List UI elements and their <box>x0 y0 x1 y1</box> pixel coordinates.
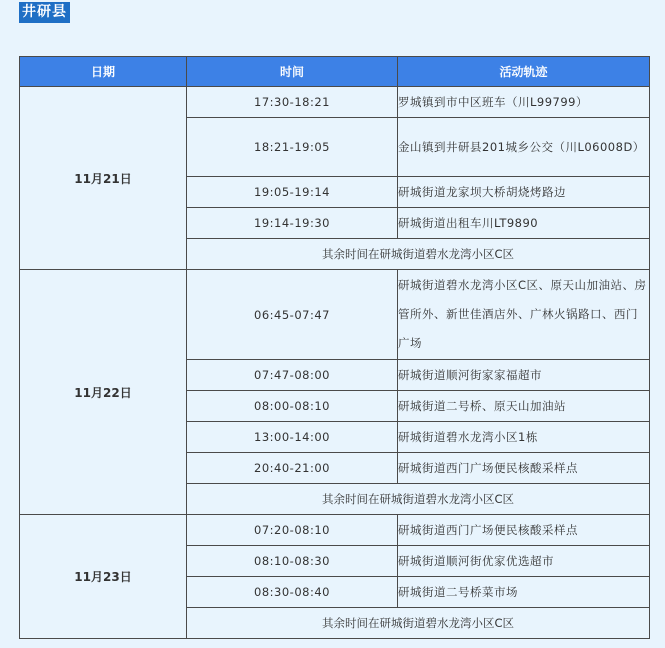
county-title: 井研县 <box>19 2 70 23</box>
activity-cell: 研城街道二号桥菜市场 <box>398 577 650 608</box>
time-cell: 19:05-19:14 <box>187 177 398 208</box>
time-cell: 07:47-08:00 <box>187 360 398 391</box>
time-cell: 08:10-08:30 <box>187 546 398 577</box>
table-row <box>20 270 650 360</box>
activity-cell: 研城街道顺河街优家优选超市 <box>398 546 650 577</box>
activity-cell: 研城街道二号桥、原天山加油站 <box>398 391 650 422</box>
activity-cell: 研城街道西门广场便民核酸采样点 <box>398 515 650 546</box>
activity-cell: 研城街道西门广场便民核酸采样点 <box>398 453 650 484</box>
activity-cell: 研城街道碧水龙湾小区1栋 <box>398 422 650 453</box>
time-cell: 06:45-07:47 <box>187 270 398 360</box>
table-row <box>20 87 650 118</box>
activity-cell: 罗城镇到市中区班车（川L99799） <box>398 87 650 118</box>
activity-cell: 研城街道龙家坝大桥胡烧烤路边 <box>398 177 650 208</box>
time-cell: 20:40-21:00 <box>187 453 398 484</box>
header-time: 时间 <box>187 57 398 87</box>
table-row <box>20 515 650 546</box>
header-activity: 活动轨迹 <box>398 57 650 87</box>
time-cell: 08:00-08:10 <box>187 391 398 422</box>
date-cell: 11月21日 <box>20 87 187 270</box>
date-cell: 11月23日 <box>20 515 187 639</box>
rest-cell: 其余时间在研城街道碧水龙湾小区C区 <box>187 608 650 639</box>
time-cell: 17:30-18:21 <box>187 87 398 118</box>
time-cell: 18:21-19:05 <box>187 118 398 177</box>
time-cell: 08:30-08:40 <box>187 577 398 608</box>
time-cell: 07:20-08:10 <box>187 515 398 546</box>
activity-track-table <box>19 56 650 639</box>
rest-cell: 其余时间在研城街道碧水龙湾小区C区 <box>187 239 650 270</box>
activity-cell: 研城街道出租车川LT9890 <box>398 208 650 239</box>
table-header-row <box>20 57 650 87</box>
time-cell: 13:00-14:00 <box>187 422 398 453</box>
activity-cell: 金山镇到井研县201城乡公交（川L06008D） <box>398 118 650 177</box>
rest-cell: 其余时间在研城街道碧水龙湾小区C区 <box>187 484 650 515</box>
date-cell: 11月22日 <box>20 270 187 515</box>
activity-cell: 研城街道碧水龙湾小区C区、原天山加油站、房管所外、新世佳酒店外、广林火锅路口、西门广场 <box>398 270 650 360</box>
time-cell: 19:14-19:30 <box>187 208 398 239</box>
header-date: 日期 <box>20 57 187 87</box>
activity-cell: 研城街道顺河街家家福超市 <box>398 360 650 391</box>
